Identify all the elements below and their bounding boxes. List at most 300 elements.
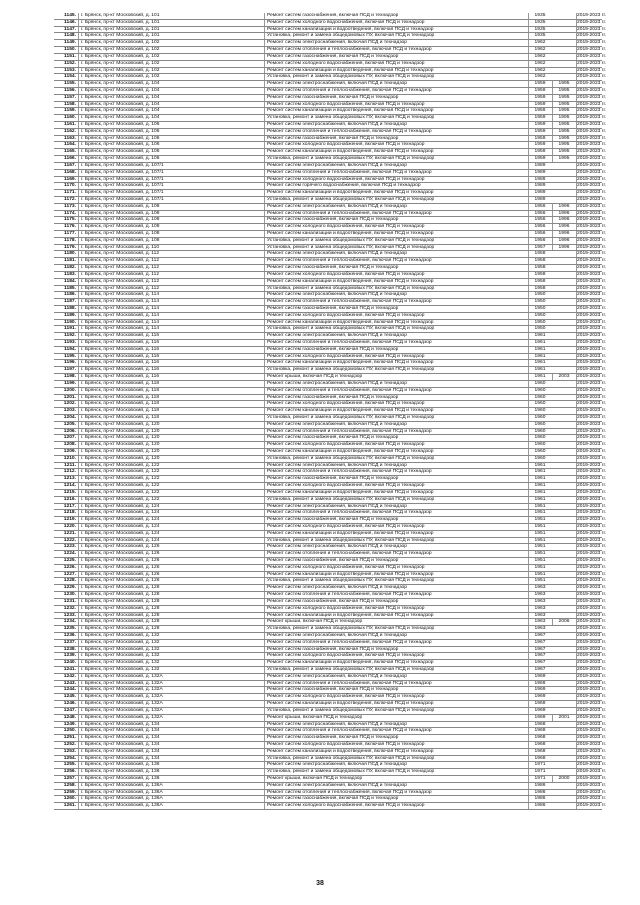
build-year-cell: 1967 [528, 640, 551, 646]
build-year-cell: 1961 [528, 463, 551, 469]
table-row [54, 13, 607, 20]
planned-period-cell: 2019-2023 гг. [577, 394, 607, 400]
address-cell: г. Брянск, пр-кт Московский, д. 106 [78, 149, 265, 155]
planned-period-cell: 2019-2023 гг. [577, 680, 607, 686]
work-type-cell: Ремонт систем канализации и водоотведения, включая ПСД и технадзор [264, 149, 529, 155]
work-type-cell: Ремонт систем канализации и водоотведения, включая ПСД и технадзор [264, 27, 529, 33]
build-year-cell: 1961 [528, 360, 551, 366]
build-year-cell: 1967 [528, 653, 551, 659]
address-cell: г. Брянск, пр-кт Московский, д. 118 [78, 395, 265, 401]
table-row [54, 639, 607, 647]
address-cell: г. Брянск, пр-кт Московский, д. 136 [78, 769, 265, 775]
planned-period-cell: 2019-2023 гг. [577, 455, 607, 461]
planned-period-cell: 2019-2023 гг. [577, 537, 607, 543]
build-year-cell: 1967 [528, 667, 551, 673]
planned-period-cell: 2019-2023 гг. [577, 326, 607, 332]
planned-period-cell: 2019-2023 гг. [577, 87, 607, 93]
planned-period-cell: 2019-2023 гг. [577, 156, 607, 162]
build-year-cell: 1963 [528, 619, 551, 625]
table-row [54, 237, 607, 245]
planned-period-cell: 2019-2023 гг. [577, 776, 607, 781]
work-type-cell: Ремонт систем газоснабжения, включая ПСД и технадзор [264, 95, 529, 101]
planned-period-cell: 2019-2023 гг. [577, 571, 607, 577]
address-cell: г. Брянск, пр-кт Московский, д. 107/1 [78, 183, 265, 189]
table-row [54, 312, 607, 320]
address-cell: г. Брянск, пр-кт Московский, д. 112 [78, 251, 265, 257]
planned-period-cell: 2019-2023 гг. [577, 489, 607, 495]
row-number: 1161. [64, 122, 76, 127]
row-number: 1179. [64, 244, 76, 250]
address-cell: г. Брянск, пр-кт Московский, д. 108 [78, 204, 265, 210]
work-type-cell: Ремонт систем холодного водоснабжения, включая ПСД и технадзор [264, 606, 529, 612]
work-type-cell: Ремонт систем отопления и теплоснабжения, включая ПСД и технадзор [264, 681, 529, 687]
build-year-cell: 1959 [528, 95, 551, 101]
build-year-cell: 1986 [528, 803, 551, 809]
build-year-cell: 1956 [528, 224, 551, 230]
build-year-cell: 1969 [528, 687, 551, 693]
work-type-cell: Ремонт систем отопления и теплоснабжения, включая ПСД и технадзор [264, 211, 529, 217]
work-type-cell: Ремонт крыши, включая ПСД и технадзор [264, 619, 529, 625]
work-type-cell: Ремонт систем электроснабжения, включая ПСД и технадзор [264, 81, 529, 87]
planned-period-cell: 2019-2023 гг. [577, 135, 607, 141]
last-repair-year-cell: 1996 [552, 211, 575, 217]
row-number: 1157. [64, 94, 76, 100]
table-row [54, 299, 607, 306]
address-cell: г. Брянск, пр-кт Московский, д. 106 [78, 122, 265, 128]
address-cell: г. Брянск, пр-кт Московский, д. 128 [78, 619, 265, 625]
address-cell: г. Брянск, пр-кт Московский, д. 126 [78, 578, 265, 584]
table-row [54, 414, 607, 422]
build-year-cell: 1958 [528, 272, 551, 278]
build-year-cell: 1960 [528, 401, 551, 407]
planned-period-cell: 2019-2023 гг. [577, 592, 607, 598]
row-number: 1146. [64, 19, 76, 25]
planned-period-cell: 2019-2023 гг. [577, 605, 607, 611]
planned-period-cell: 2019-2023 гг. [577, 169, 607, 175]
work-type-cell: Ремонт систем газоснабжения, включая ПСД и технадзор [264, 687, 529, 693]
table-row [54, 782, 607, 790]
work-type-cell: Ремонт систем отопления и теплоснабжения, включая ПСД и технадзор [264, 258, 529, 264]
address-cell: г. Брянск, пр-кт Московский, д. 134 [78, 742, 265, 748]
table-row [54, 564, 607, 572]
address-cell: г. Брянск, пр-кт Московский, д. 120 [78, 456, 265, 462]
build-year-cell: 1951 [528, 517, 551, 523]
address-cell: г. Брянск, пр-кт Московский, д. 102 [78, 61, 265, 67]
work-type-cell: Ремонт систем электроснабжения, включая ПСД и технадзор [264, 122, 529, 128]
planned-period-cell: 2019-2023 гг. [577, 523, 607, 529]
address-cell: г. Брянск, пр-кт Московский, д. 122 [78, 490, 265, 496]
work-type-cell: Ремонт систем канализации и водоотведения, включая ПСД и технадзор [264, 68, 529, 74]
work-type-cell: Ремонт систем электроснабжения, включая ПСД и технадзор [264, 633, 529, 639]
address-cell: г. Брянск, пр-кт Московский, д. 116 [78, 354, 265, 360]
planned-period-cell: 2019-2023 гг. [577, 789, 607, 795]
address-cell: г. Брянск, пр-кт Московский, д. 104 [78, 81, 265, 87]
work-type-cell: Ремонт систем холодного водоснабжения, включая ПСД и технадзор [264, 653, 529, 659]
address-cell: г. Брянск, пр-кт Московский, д. 128 [78, 599, 265, 605]
address-cell: г. Брянск, пр-кт Московский, д. 104 [78, 95, 265, 101]
row-number: 1160. [64, 115, 76, 121]
row-number: 1149. [64, 40, 76, 46]
build-year-cell: 1968 [528, 735, 551, 741]
table-body [54, 13, 607, 810]
build-year-cell: 1961 [528, 490, 551, 496]
planned-period-cell: 2019-2023 гг. [577, 619, 607, 625]
planned-period-cell: 2019-2023 гг. [577, 748, 607, 754]
row-number: 1239. [63, 653, 76, 659]
work-type-cell: Ремонт систем холодного водоснабжения, включая ПСД и технадзор [264, 102, 529, 108]
build-year-cell: 1969 [528, 681, 551, 687]
table-row [54, 701, 607, 708]
planned-period-cell: 2019-2023 гг. [577, 108, 607, 114]
build-year-cell: 1959 [528, 88, 551, 94]
last-repair-year-cell: 1996 [552, 204, 575, 210]
table-row [54, 449, 607, 456]
last-repair-year-cell: 1996 [552, 217, 575, 223]
planned-period-cell: 2019-2023 гг. [577, 258, 607, 264]
planned-period-cell: 2019-2023 гг. [577, 714, 607, 720]
row-number: 1169. [64, 176, 76, 182]
planned-period-cell: 2019-2023 гг. [577, 224, 607, 230]
build-year-cell: 1962 [528, 47, 551, 53]
planned-period-cell: 2019-2023 гг. [577, 687, 607, 693]
work-type-cell: Ремонт систем отопления и теплоснабжения, включая ПСД и технадзор [264, 429, 529, 435]
planned-period-cell: 2019-2023 гг. [577, 333, 607, 339]
row-number: 1185. [64, 285, 76, 291]
address-cell: г. Брянск, пр-кт Московский, д. 128 [78, 613, 265, 619]
address-cell: г. Брянск, пр-кт Московский, д. 102 [78, 54, 265, 60]
work-type-cell: Установка, ремонт и замена общедомовых ПУ, включая ПСД и технадзор [264, 326, 529, 332]
address-cell: г. Брянск, пр-кт Московский, д. 112 [78, 272, 265, 278]
planned-period-cell: 2019-2023 гг. [577, 408, 607, 414]
row-number: 1205. [63, 421, 76, 427]
row-number: 1251. [63, 735, 76, 741]
work-type-cell: Ремонт систем канализации и водоотведения, включая ПСД и технадзор [264, 360, 529, 366]
row-number: 1192. [64, 333, 76, 339]
build-year-cell: 1989 [528, 183, 551, 189]
build-year-cell: 1951 [528, 544, 551, 550]
planned-period-cell: 2019-2023 гг. [577, 544, 607, 550]
planned-period-cell: 2019-2023 гг. [577, 346, 607, 352]
build-year-cell: 1959 [528, 81, 551, 87]
work-type-cell: Ремонт систем электроснабжения, включая ПСД и технадзор [264, 585, 529, 591]
work-type-cell: Ремонт систем газоснабжения, включая ПСД и технадзор [264, 517, 529, 523]
last-repair-year-cell: 1995 [552, 108, 575, 114]
build-year-cell: 1960 [528, 415, 551, 421]
work-type-cell: Ремонт крыши, включая ПСД и технадзор [264, 715, 529, 721]
work-type-cell: Ремонт систем отопления и теплоснабжения, включая ПСД и технадзор [264, 592, 529, 598]
table-row [54, 60, 607, 68]
row-number: 1187. [64, 299, 76, 305]
planned-period-cell: 2019-2023 гг. [577, 53, 607, 59]
planned-period-cell: 2019-2023 гг. [577, 60, 607, 66]
planned-period-cell: 2019-2023 гг. [577, 585, 607, 591]
planned-period-cell: 2019-2023 гг. [577, 701, 607, 707]
work-type-cell: Ремонт систем канализации и водоотведения, включая ПСД и технадзор [264, 231, 529, 237]
planned-period-cell: 2019-2023 гг. [577, 462, 607, 468]
work-type-cell: Установка, ремонт и замена общедомовых ПУ, включая ПСД и технадзор [264, 769, 529, 775]
row-number: 1193. [64, 340, 76, 345]
planned-period-cell: 2019-2023 гг. [577, 231, 607, 236]
build-year-cell: 1969 [528, 715, 551, 721]
row-number: 1259. [63, 789, 76, 795]
address-cell: г. Брянск, пр-кт Московский, д. 108 [78, 217, 265, 223]
row-number: 1211. [64, 462, 76, 468]
table-row [54, 190, 607, 197]
table-row [54, 94, 607, 102]
work-type-cell: Ремонт систем отопления и теплоснабжения, включая ПСД и технадзор [264, 510, 529, 516]
address-cell: г. Брянск, пр-кт Московский, д. 132 [78, 633, 265, 639]
table-row [54, 530, 607, 538]
row-number: 1186. [64, 292, 76, 298]
work-type-cell: Ремонт систем электроснабжения, включая ПСД и технадзор [264, 544, 529, 550]
planned-period-cell: 2019-2023 гг. [577, 762, 607, 768]
row-number: 1236. [63, 632, 76, 638]
build-year-cell: 1951 [528, 578, 551, 584]
table-row [54, 203, 607, 211]
planned-period-cell: 2019-2023 гг. [577, 340, 607, 345]
work-type-cell: Установка, ремонт и замена общедомовых ПУ, включая ПСД и технадзор [264, 415, 529, 421]
work-type-cell: Установка, ремонт и замена общедомовых ПУ, включая ПСД и технадзор [264, 626, 529, 632]
row-number: 1255. [63, 762, 76, 768]
address-cell: г. Брянск, пр-кт Московский, д. 120 [78, 422, 265, 428]
planned-period-cell: 2019-2023 гг. [577, 469, 607, 475]
planned-period-cell: 2019-2023 гг. [577, 796, 607, 802]
planned-period-cell: 2019-2023 гг. [577, 33, 607, 39]
row-number: 1181. [64, 258, 76, 264]
table-row [54, 346, 607, 354]
table-row [54, 81, 607, 88]
page-number: 38 [316, 880, 324, 887]
work-type-cell: Ремонт систем холодного водоснабжения, включая ПСД и технадзор [264, 224, 529, 230]
address-cell: г. Брянск, пр-кт Московский, д. 136 [78, 762, 265, 768]
row-number: 1163. [64, 135, 76, 141]
build-year-cell: 1960 [528, 442, 551, 448]
last-repair-year-cell: 1995 [552, 122, 575, 128]
row-number: 1184. [64, 278, 76, 284]
planned-period-cell: 2019-2023 гг. [577, 428, 607, 434]
build-year-cell: 1950 [528, 326, 551, 332]
row-number: 1217. [63, 503, 76, 509]
planned-period-cell: 2019-2023 гг. [577, 510, 607, 516]
planned-period-cell: 2019-2023 гг. [577, 142, 607, 148]
build-year-cell: 1963 [528, 592, 551, 598]
row-number: 1171. [64, 190, 76, 196]
address-cell: г. Брянск, пр-кт Московский, д. 112 [78, 279, 265, 285]
row-number: 1210. [63, 455, 76, 461]
row-number: 1227. [63, 571, 76, 577]
row-number: 1222. [63, 537, 76, 543]
work-type-cell: Ремонт систем канализации и водоотведения, включая ПСД и технадзор [264, 572, 529, 578]
work-type-cell: Ремонт систем канализации и водоотведения, включая ПСД и технадзор [264, 320, 529, 326]
work-type-cell: Установка, ремонт и замена общедомовых ПУ, включая ПСД и технадзор [264, 238, 529, 244]
row-number: 1208. [63, 442, 76, 448]
address-cell: г. Брянск, пр-кт Московский, д. 116 [78, 367, 265, 373]
address-cell: г. Брянск, пр-кт Московский, д. 108 [78, 238, 265, 244]
planned-period-cell: 2019-2023 гг. [577, 707, 607, 713]
planned-period-cell: 2019-2023 гг. [577, 646, 607, 652]
row-number: 1162. [64, 128, 76, 134]
address-cell: г. Брянск, пр-кт Московский, д. 132 [78, 667, 265, 673]
work-type-cell: Установка, ремонт и замена общедомовых ПУ, включая ПСД и технадзор [264, 756, 529, 762]
work-type-cell: Установка, ремонт и замена общедомовых ПУ, включая ПСД и технадзор [264, 578, 529, 584]
planned-period-cell: 2019-2023 гг. [577, 374, 607, 380]
address-cell: г. Брянск, пр-кт Московский, д. 114 [78, 326, 265, 332]
table-row [54, 265, 607, 272]
work-type-cell: Ремонт систем холодного водоснабжения, включая ПСД и технадзор [264, 401, 529, 407]
planned-period-cell: 2019-2023 гг. [577, 735, 607, 741]
build-year-cell: 1989 [528, 163, 551, 169]
table-row [54, 707, 607, 715]
build-year-cell: 1961 [528, 497, 551, 503]
work-type-cell: Установка, ремонт и замена общедомовых ПУ, включая ПСД и технадзор [264, 197, 529, 203]
build-year-cell: 1961 [528, 374, 551, 380]
work-type-cell: Ремонт систем канализации и водоотведения, включая ПСД и технадзор [264, 660, 529, 666]
build-year-cell: 1960 [528, 449, 551, 455]
planned-period-cell: 2019-2023 гг. [577, 673, 607, 679]
work-type-cell: Установка, ремонт и замена общедомовых ПУ, включая ПСД и технадзор [264, 286, 529, 292]
work-type-cell: Ремонт систем газоснабжения, включая ПСД и технадзор [264, 647, 529, 653]
build-year-cell: 1989 [528, 197, 551, 203]
address-cell: г. Брянск, пр-кт Московский, д. 102 [78, 68, 265, 74]
table-row [54, 387, 607, 395]
planned-period-cell: 2019-2023 гг. [577, 483, 607, 489]
address-cell: г. Брянск, пр-кт Московский, д. 120 [78, 442, 265, 448]
last-repair-year-cell: 1996 [552, 245, 575, 251]
build-year-cell: 1959 [528, 156, 551, 162]
build-year-cell: 1960 [528, 388, 551, 394]
table-row [54, 169, 607, 177]
row-number: 1194. [64, 346, 76, 352]
build-year-cell: 1967 [528, 660, 551, 666]
planned-period-cell: 2019-2023 гг. [577, 530, 607, 536]
row-number: 1151. [64, 53, 76, 59]
address-cell: г. Брянск, пр-кт Московский, д. 136А [78, 783, 265, 789]
work-type-cell: Ремонт систем электроснабжения, включая ПСД и технадзор [264, 40, 529, 46]
planned-period-cell: 2019-2023 гг. [577, 237, 607, 243]
address-cell: г. Брянск, пр-кт Московский, д. 128 [78, 592, 265, 598]
address-cell: г. Брянск, пр-кт Московский, д. 107/1 [78, 177, 265, 183]
address-cell: г. Брянск, пр-кт Московский, д. 122 [78, 497, 265, 503]
planned-period-cell: 2019-2023 гг. [577, 803, 607, 809]
last-repair-year-cell: 1995 [552, 142, 575, 148]
table-row [54, 156, 607, 163]
address-cell: г. Брянск, пр-кт Московский, д. 136А [78, 803, 265, 809]
table-row [54, 421, 607, 429]
work-type-cell: Ремонт систем электроснабжения, включая ПСД и технадзор [264, 504, 529, 510]
planned-period-cell: 2019-2023 гг. [577, 626, 607, 632]
table-row [54, 278, 607, 286]
build-year-cell: 1967 [528, 633, 551, 639]
address-cell: г. Брянск, пр-кт Московский, д. 134 [78, 735, 265, 741]
last-repair-year-cell: 1996 [552, 231, 575, 237]
table-row [54, 128, 607, 136]
planned-period-cell: 2019-2023 гг. [577, 122, 607, 127]
planned-period-cell: 2019-2023 гг. [577, 162, 607, 168]
table-row [54, 598, 607, 606]
build-year-cell: 1959 [528, 115, 551, 121]
address-cell: г. Брянск, пр-кт Московский, д. 132 [78, 660, 265, 666]
build-year-cell: 1962 [528, 74, 551, 80]
address-cell: г. Брянск, пр-кт Московский, д. 116 [78, 333, 265, 339]
planned-period-cell: 2019-2023 гг. [577, 728, 607, 734]
work-type-cell: Ремонт систем канализации и водоотведения, включая ПСД и технадзор [264, 701, 529, 707]
row-number: 1173. [64, 203, 76, 209]
row-number: 1232. [63, 605, 76, 611]
address-cell: г. Брянск, пр-кт Московский, д. 112 [78, 265, 265, 271]
address-cell: г. Брянск, пр-кт Московский, д. 116 [78, 340, 265, 346]
build-year-cell: 1960 [528, 456, 551, 462]
row-number: 1213. [63, 476, 76, 482]
work-type-cell: Ремонт систем канализации и водоотведения, включая ПСД и технадзор [264, 531, 529, 537]
work-type-cell: Ремонт систем холодного водоснабжения, включая ПСД и технадзор [264, 565, 529, 571]
planned-period-cell: 2019-2023 гг. [577, 244, 607, 250]
planned-period-cell: 2019-2023 гг. [577, 115, 607, 121]
build-year-cell: 1935 [528, 20, 551, 26]
planned-period-cell: 2019-2023 гг. [577, 285, 607, 291]
work-type-cell: Установка, ремонт и замена общедомовых ПУ, включая ПСД и технадзор [264, 115, 529, 121]
work-type-cell: Ремонт систем отопления и теплоснабжения, включая ПСД и технадзор [264, 388, 529, 394]
works-table [54, 13, 607, 810]
address-cell: г. Брянск, пр-кт Московский, д. 124 [78, 538, 265, 544]
row-number: 1150. [64, 47, 76, 53]
planned-period-cell: 2019-2023 гг. [577, 367, 607, 373]
last-repair-year-cell: 1995 [552, 88, 575, 94]
planned-period-cell: 2019-2023 гг. [577, 435, 607, 441]
row-number: 1246. [63, 701, 76, 707]
work-type-cell: Установка, ремонт и замена общедомовых ПУ, включая ПСД и технадзор [264, 456, 529, 462]
build-year-cell: 1961 [528, 469, 551, 475]
address-cell: г. Брянск, пр-кт Московский, д. 118 [78, 408, 265, 414]
work-type-cell: Ремонт систем электроснабжения, включая ПСД и технадзор [264, 674, 529, 680]
work-type-cell: Ремонт систем отопления и теплоснабжения, включая ПСД и технадзор [264, 299, 529, 305]
work-type-cell: Ремонт систем канализации и водоотведения, включая ПСД и технадзор [264, 279, 529, 285]
row-number: 1180. [64, 251, 76, 257]
planned-period-cell: 2019-2023 гг. [577, 741, 607, 747]
table-row [54, 115, 607, 122]
row-number: 1220. [63, 523, 76, 529]
table-row [54, 660, 607, 667]
build-year-cell: 1951 [528, 558, 551, 564]
row-number: 1233. [63, 612, 76, 618]
address-cell: г. Брянск, пр-кт Московский, д. 104 [78, 108, 265, 114]
build-year-cell: 1961 [528, 354, 551, 360]
table-row [54, 122, 607, 129]
row-number: 1247. [63, 707, 76, 713]
work-type-cell: Установка, ремонт и замена общедомовых ПУ, включая ПСД и технадзор [264, 156, 529, 162]
build-year-cell: 1958 [528, 279, 551, 285]
planned-period-cell: 2019-2023 гг. [577, 299, 607, 305]
row-number: 1178. [64, 237, 76, 243]
build-year-cell: 1969 [528, 674, 551, 680]
work-type-cell: Ремонт систем электроснабжения, включая ПСД и технадзор [264, 381, 529, 387]
build-year-cell: 1968 [528, 756, 551, 762]
work-type-cell: Ремонт систем отопления и теплоснабжения, включая ПСД и технадзор [264, 640, 529, 646]
row-number: 1174. [64, 210, 76, 216]
build-year-cell: 1960 [528, 422, 551, 428]
last-repair-year-cell: 1995 [552, 115, 575, 121]
work-type-cell: Ремонт систем отопления и теплоснабжения, включая ПСД и технадзор [264, 129, 529, 135]
address-cell: г. Брянск, пр-кт Московский, д. 132А [78, 674, 265, 680]
row-number: 1216. [63, 496, 76, 502]
work-type-cell: Ремонт систем канализации и водоотведения, включая ПСД и технадзор [264, 190, 529, 196]
build-year-cell: 1960 [528, 395, 551, 401]
planned-period-cell: 2019-2023 гг. [577, 67, 607, 73]
row-number: 1243. [63, 680, 76, 686]
work-type-cell: Ремонт систем газоснабжения, включая ПСД и технадзор [264, 435, 529, 441]
address-cell: г. Брянск, пр-кт Московский, д. 122 [78, 476, 265, 482]
row-number: 1198. [64, 374, 76, 380]
row-number: 1212. [63, 469, 76, 475]
